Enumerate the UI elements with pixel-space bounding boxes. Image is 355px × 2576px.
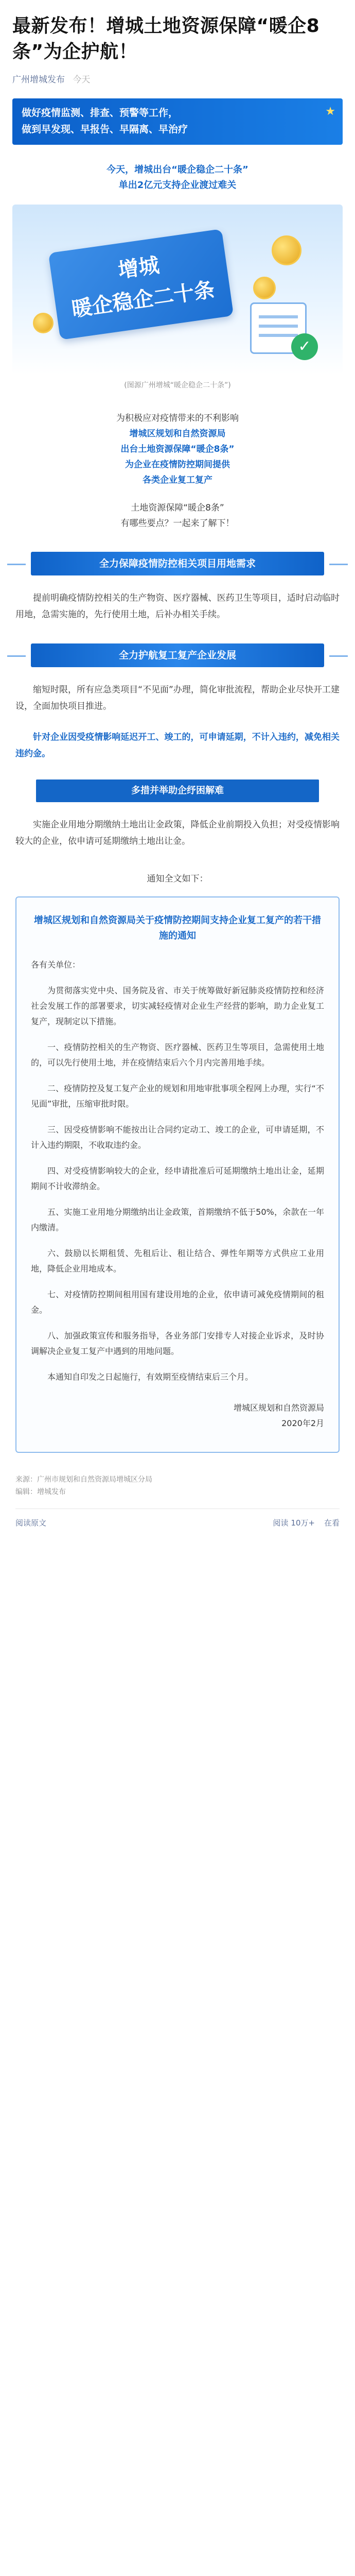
notice-item-8: 八、加强政策宣传和服务指导，各业务部门安排专人对接企业诉求，及时协调解决企业复工复产中遇到的用地问题。 [31, 1331, 324, 1356]
notice-item-1: 一、疫情防控相关的生产物资、医疗器械、医药卫生等项目，急需使用土地的，可以先行使用土地，并在疫情结束后六个月内完善用地手续。 [31, 1042, 324, 1067]
section-3-paragraph: 实施企业用地分期缴纳土地出让金政策，降低企业前期投入负担；对受疫情影响较大的企业，依申请可延期缴纳土地出让金。 [15, 820, 340, 846]
notice-item-4: 四、对受疫情影响较大的企业，经申请批准后可延期缴纳土地出让金，延期期间不计收滞纳金。 [31, 1166, 324, 1191]
intro-text [0, 411, 355, 531]
author-link[interactable]: 广州增城发布 [12, 75, 65, 85]
notice-item-6: 六、鼓励以长期租赁、先租后让、租让结合、弹性年期等方式供应工业用地，降低企业用地成本。 [31, 1248, 324, 1274]
section-1-paragraph: 提前明确疫情防控相关的生产物资、医疗器械、医药卫生等项目，适时启动临时用地，急需实施的，先行使用土地，后补办相关手续。 [15, 593, 340, 620]
read-original-link[interactable]: 阅读原文 [15, 1518, 47, 1528]
notice-title: 增城区规划和自然资源局关于疫情防控期间支持企业复工复产的若干措施的通知 [34, 915, 321, 941]
signature-org: 增城区规划和自然资源局 [233, 1403, 324, 1413]
notice-item-5: 五、实施工业用地分期缴纳出让金政策，首期缴纳不低于50%，余款在一年内缴清。 [31, 1207, 324, 1232]
banner-line-2: 做到早发现、早报告、早隔离、早治疗 [22, 124, 188, 135]
view-count: 阅读 10万+ [273, 1518, 315, 1528]
publish-time: 今天 [73, 75, 91, 85]
signature-date: 2020年2月 [281, 1418, 324, 1428]
intro-line: 有哪些要点？一起来了解下！ [120, 518, 235, 529]
notice-signature [31, 1400, 324, 1431]
notice-paragraph: 为贯彻落实党中央、国务院及省、市关于统筹做好新冠肺炎疫情防控和经济社会发展工作的部署要求，切实减轻疫情对企业生产经营的影响，助力企业复工复产，现制定以下措施。 [31, 986, 324, 1026]
lead-text [0, 162, 355, 193]
stats-group [273, 1517, 340, 1528]
intro-line: 为积极应对疫情带来的不利影响 [116, 413, 239, 423]
notice-closing: 本通知自印发之日起施行，有效期至疫情结束后三个月。 [47, 1372, 254, 1382]
coin-icon [33, 313, 54, 333]
poster-line-2: 暖企稳企二十条 [70, 278, 217, 321]
intro-line: 土地资源保障“暖企8条” [131, 503, 224, 513]
article-title: 最新发布！增城土地资源保障“暖企8条”为企护航！ [12, 15, 320, 62]
notice-item-2: 二、疫情防控及复工复产企业的规划和用地审批事项全程网上办理，实行“不见面”审批，压缩审批时限。 [31, 1083, 324, 1109]
editor-text: 编辑：增城发布 [15, 1488, 66, 1496]
article-header [0, 0, 355, 85]
article-meta [12, 72, 343, 85]
section-2-paragraph-2: 针对企业因受疫情影响延迟开工、竣工的，可申请延期，不计入违约，减免相关违约金。 [15, 732, 340, 759]
intro-line: 增城区规划和自然资源局 [129, 429, 226, 439]
check-icon: ✓ [291, 333, 318, 360]
poster-ribbon [48, 229, 234, 340]
star-icon: ★ [325, 105, 335, 118]
notice-card [15, 896, 340, 1453]
notice-item-7: 七、对疫情防控期间租用国有建设用地的企业，依申请可减免疫情期间的租金。 [31, 1290, 324, 1315]
notice-intro: 通知全文如下： [147, 874, 208, 884]
article-footer [15, 1473, 340, 1498]
banner-line-1: 做好疫情监测、排查、预警等工作， [22, 107, 179, 118]
poster-caption: (图源广州增城“暖企稳企二十条”) [124, 381, 231, 389]
section-2-paragraph-1: 缩短时限，所有应急类项目“不见面”办理，简化审批流程，帮助企业尽快开工建设，全面加快项目推进。 [15, 685, 340, 711]
intro-line: 各类企业复工复产 [143, 475, 212, 485]
coin-icon [253, 277, 276, 299]
intro-line: 出台土地资源保障“暖企8条” [120, 444, 235, 454]
spacer [0, 488, 355, 500]
coin-icon [272, 235, 301, 265]
article-actions [15, 1517, 340, 1528]
poster-line-1: 增城 [116, 253, 161, 283]
intro-line: 为企业在疫情防控期间提供 [125, 460, 230, 470]
section-heading-3: 多措并举助企纾困解难 [36, 779, 319, 802]
notice-item-3: 三、因受疫情影响不能按出让合同约定动工、竣工的企业，可申请延期，不计入违约期限，不收取违约金。 [31, 1125, 324, 1150]
section-heading-1: 全力保障疫情防控相关项目用地需求 [31, 552, 324, 575]
poster-image[interactable] [12, 205, 343, 375]
epidemic-banner [12, 98, 343, 145]
section-heading-2: 全力护航复工复产企业发展 [31, 643, 324, 667]
notice-salutation: 各有关单位： [31, 960, 81, 970]
lead-line-2: 单出2亿元支持企业渡过难关 [118, 180, 237, 191]
lead-line-1: 今天，增城出台“暖企稳企二十条” [106, 164, 248, 175]
source-text: 来源：广州市规划和自然资源局增城区分局 [15, 1476, 152, 1484]
like-button[interactable]: 在看 [324, 1518, 340, 1528]
